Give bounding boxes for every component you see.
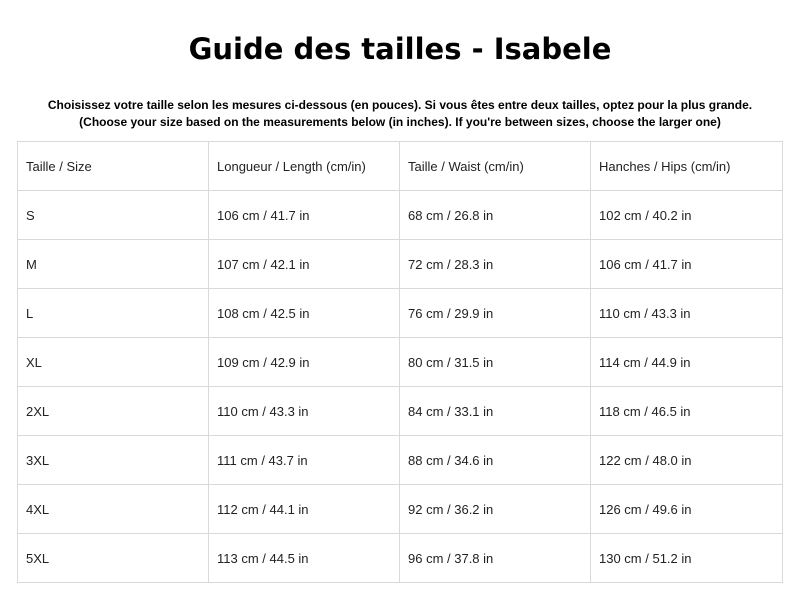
header-hips: Hanches / Hips (cm/in) xyxy=(591,142,783,191)
page-title: Guide des tailles - Isabele xyxy=(188,32,612,66)
header-length: Longueur / Length (cm/in) xyxy=(209,142,400,191)
cell-hips: 126 cm / 49.6 in xyxy=(591,485,783,534)
table-row xyxy=(18,240,783,289)
table-row xyxy=(18,289,783,338)
cell-hips: 118 cm / 46.5 in xyxy=(591,387,783,436)
table-row xyxy=(18,534,783,583)
cell-waist: 72 cm / 28.3 in xyxy=(400,240,591,289)
cell-size: 2XL xyxy=(18,387,209,436)
cell-length: 106 cm / 41.7 in xyxy=(209,191,400,240)
table-row xyxy=(18,191,783,240)
cell-size: 3XL xyxy=(18,436,209,485)
header-size: Taille / Size xyxy=(18,142,209,191)
cell-waist: 88 cm / 34.6 in xyxy=(400,436,591,485)
table-header-row xyxy=(18,142,783,191)
size-chart-table xyxy=(17,141,783,583)
table-row xyxy=(18,338,783,387)
cell-hips: 122 cm / 48.0 in xyxy=(591,436,783,485)
table-row xyxy=(18,387,783,436)
cell-size: 5XL xyxy=(18,534,209,583)
cell-length: 113 cm / 44.5 in xyxy=(209,534,400,583)
instructions-french: Choisissez votre taille selon les mesures ci-dessous (en pouces). Si vous êtes entre deux tailles, optez pour la plus grande. xyxy=(47,98,753,112)
cell-waist: 84 cm / 33.1 in xyxy=(400,387,591,436)
cell-length: 109 cm / 42.9 in xyxy=(209,338,400,387)
cell-size: XL xyxy=(18,338,209,387)
cell-size: L xyxy=(18,289,209,338)
cell-hips: 114 cm / 44.9 in xyxy=(591,338,783,387)
instructions xyxy=(0,97,800,131)
cell-waist: 92 cm / 36.2 in xyxy=(400,485,591,534)
cell-length: 111 cm / 43.7 in xyxy=(209,436,400,485)
cell-length: 108 cm / 42.5 in xyxy=(209,289,400,338)
cell-size: 4XL xyxy=(18,485,209,534)
cell-length: 107 cm / 42.1 in xyxy=(209,240,400,289)
cell-waist: 68 cm / 26.8 in xyxy=(400,191,591,240)
header-waist: Taille / Waist (cm/in) xyxy=(400,142,591,191)
table-row xyxy=(18,485,783,534)
cell-waist: 96 cm / 37.8 in xyxy=(400,534,591,583)
cell-hips: 130 cm / 51.2 in xyxy=(591,534,783,583)
cell-size: M xyxy=(18,240,209,289)
cell-length: 110 cm / 43.3 in xyxy=(209,387,400,436)
cell-size: S xyxy=(18,191,209,240)
cell-hips: 102 cm / 40.2 in xyxy=(591,191,783,240)
cell-waist: 76 cm / 29.9 in xyxy=(400,289,591,338)
cell-length: 112 cm / 44.1 in xyxy=(209,485,400,534)
cell-hips: 110 cm / 43.3 in xyxy=(591,289,783,338)
instructions-english: (Choose your size based on the measurements below (in inches). If you're between sizes, choose the larger one) xyxy=(79,115,721,129)
table-row xyxy=(18,436,783,485)
cell-hips: 106 cm / 41.7 in xyxy=(591,240,783,289)
cell-waist: 80 cm / 31.5 in xyxy=(400,338,591,387)
